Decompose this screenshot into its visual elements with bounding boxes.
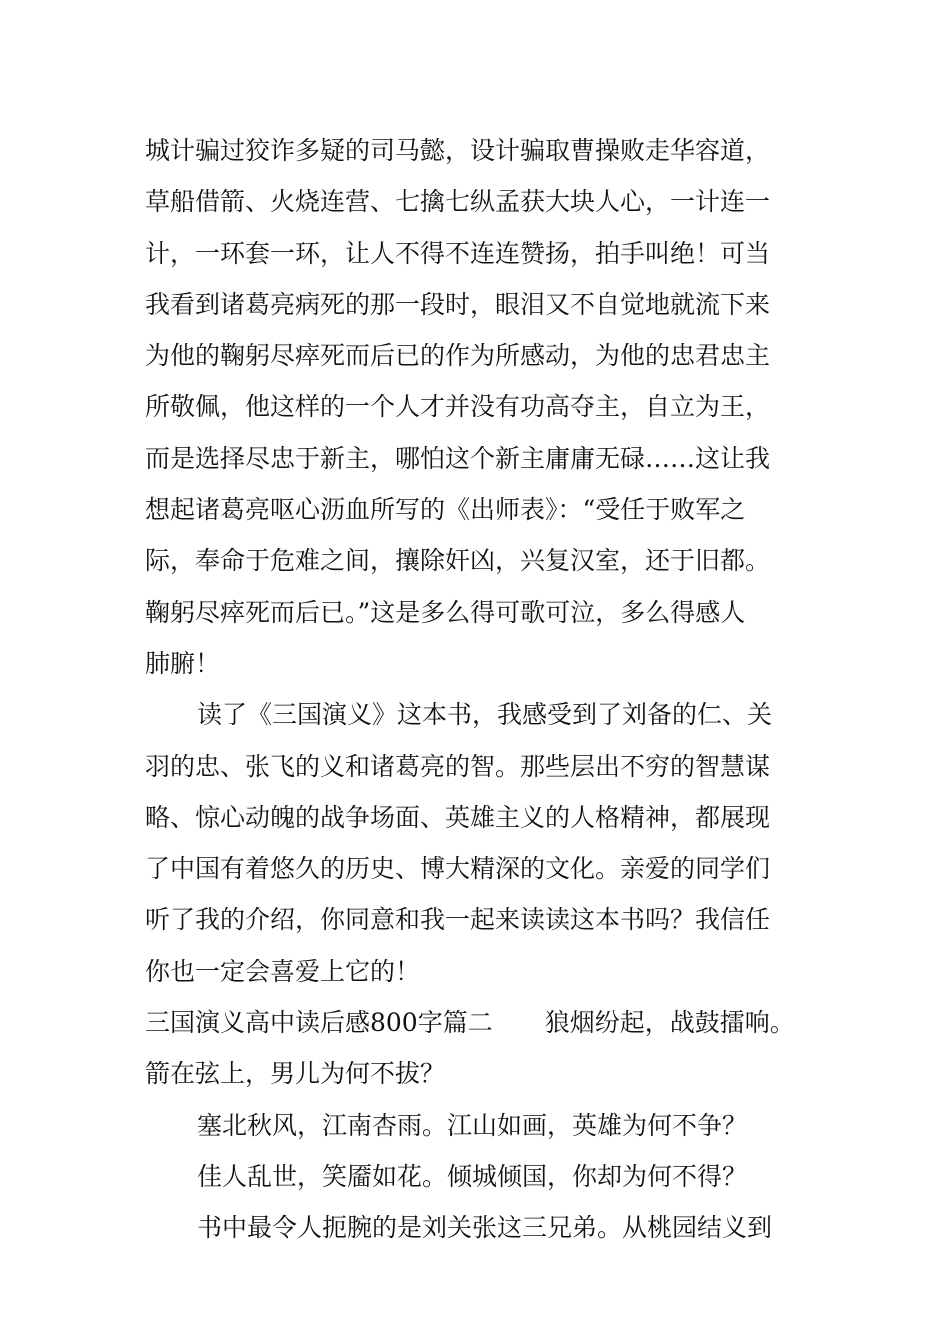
text-line: 我看到诸葛亮病死的那一段时，眼泪又不自觉地就流下来 [145,289,771,319]
text-line: 羽的忠、张飞的义和诸葛亮的智。那些层出不穷的智慧谋 [145,751,771,781]
verse-line: 塞北秋风，江南杏雨。江山如画，英雄为何不争？ [197,1110,748,1140]
text-line: 城计骗过狡诈多疑的司马懿，设计骗取曹操败走华容道， [145,136,771,165]
section-title: 三国演义高中读后感800字篇二 [145,1008,493,1038]
text-line: 而是选择尽忠于新主，哪怕这个新主庸庸无碌……这让我 [145,443,771,473]
section-opening: 狼烟纷起，战鼓擂响。 [544,1008,795,1038]
section-title-line [145,997,815,1048]
text-line: 你也一定会喜爱上它的！ [145,956,421,986]
text-line: 略、惊心动魄的战争场面、英雄主义的人格精神，都展现 [145,802,771,832]
text-line: 书中最令人扼腕的是刘关张这三兄弟。从桃园结义到 [197,1213,773,1243]
text-line: 际，奉命于危难之间，攘除奸凶，兴复汉室，还于旧都。 [145,546,771,576]
body-text [145,125,815,1254]
text-line: 鞠躬尽瘁死而后已。”这是多么得可歌可泣，多么得感人 [145,597,746,627]
text-line: 想起诸葛亮呕心沥血所写的《出师表》：“受任于败军之 [145,495,746,525]
text-line: 草船借箭、火烧连营、七擒七纵孟获大块人心，一计连一 [145,187,771,217]
text-line: 了中国有着悠久的历史、博大精深的文化。亲爱的同学们 [145,854,771,884]
text-line: 箭在弦上，男儿为何不拔？ [145,1059,446,1089]
text-line: 读了《三国演义》这本书，我感受到了刘备的仁、关 [197,700,773,730]
text-line: 为他的鞠躬尽瘁死而后已的作为所感动，为他的忠君忠主 [145,341,771,371]
text-line: 肺腑！ [145,648,221,678]
text-line: 所敬佩，他这样的一个人才并没有功高夺主，自立为王， [145,392,771,422]
text-line: 计，一环套一环，让人不得不连连赞扬，拍手叫绝！可当 [145,238,771,268]
text-line: 听了我的介绍，你同意和我一起来读读这本书吗？我信任 [145,905,771,935]
verse-line: 佳人乱世，笑靥如花。倾城倾国，你却为何不得？ [197,1161,748,1191]
